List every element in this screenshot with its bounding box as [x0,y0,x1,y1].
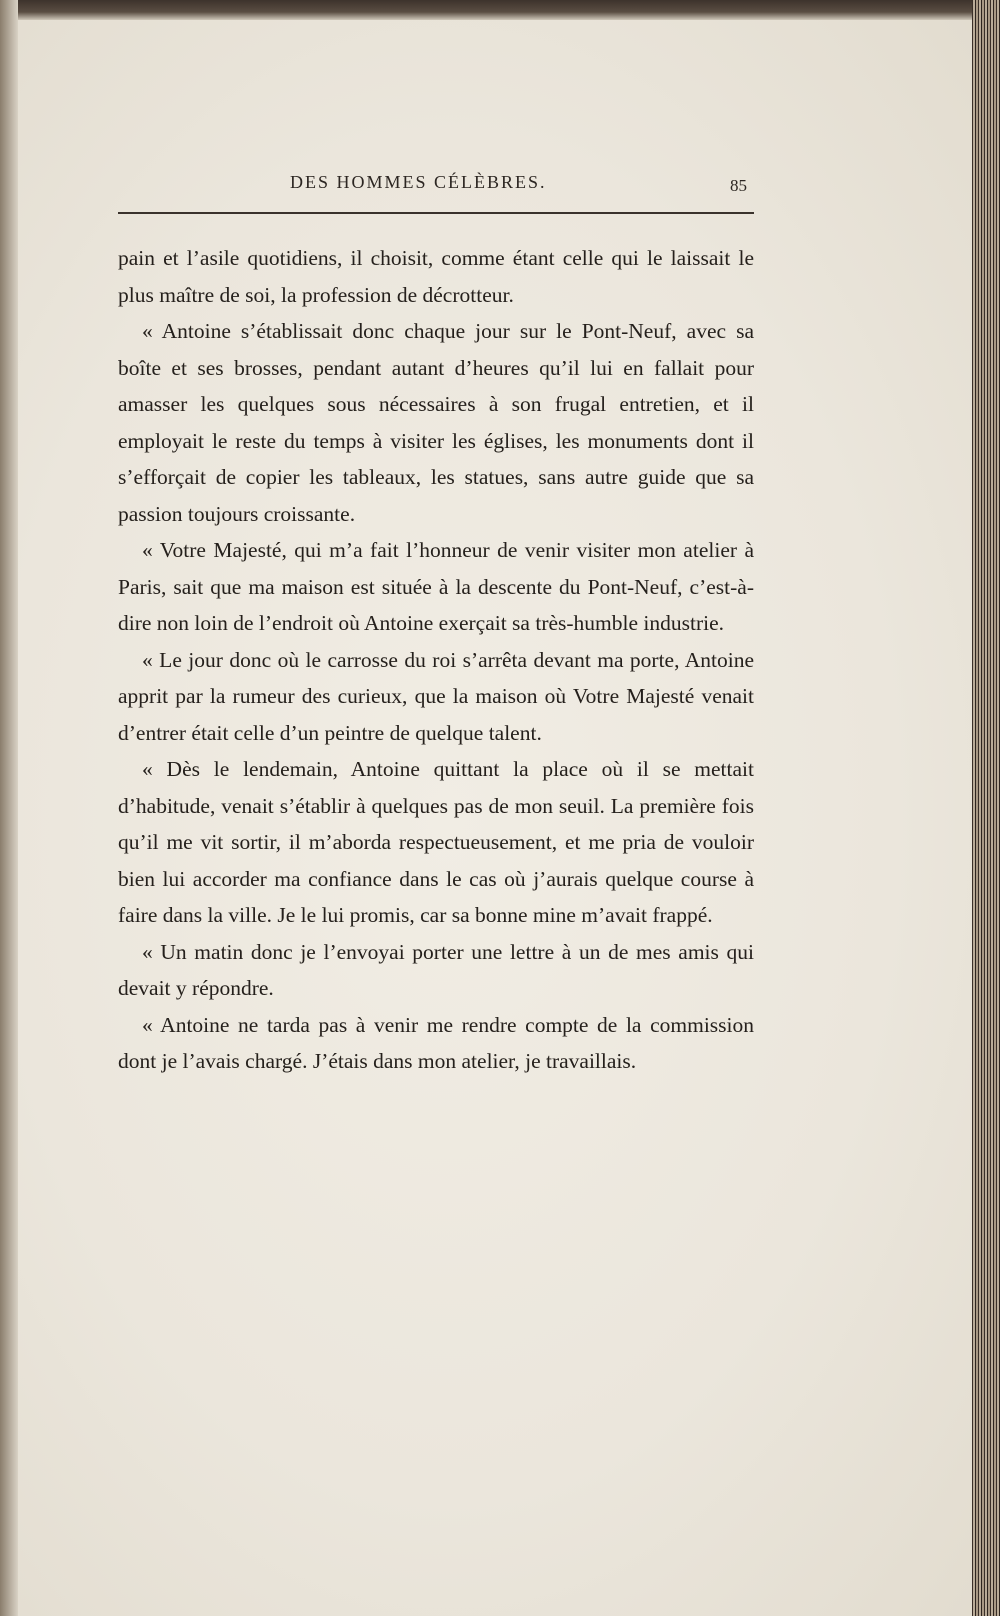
header-rule [118,212,754,214]
body-text [118,240,754,1080]
paragraph: « Antoine s’établissait donc chaque jour sur le Pont-Neuf, avec sa boîte et ses brosses, pendant autant d’heures qu’il lui en fallait pour amasser les quelques sous nécessaires à son frugal entretien, et il employait le reste du temps à visiter les églises, les monuments dont il s’efforçait de copier les tableaux, les statues, sans autre guide que sa passion toujours croissante. [118,319,754,526]
page-left-edge [0,0,18,1616]
paragraph: « Votre Majesté, qui m’a fait l’honneur de venir visiter mon atelier à Paris, sait que ma maison est située à la descente du Pont-Neuf, c’est-à-dire non loin de l’endroit où Antoine exerçait sa très-humble industrie. [118,538,754,635]
book-fore-edge [972,0,1000,1616]
paragraph: pain et l’asile quotidiens, il choisit, comme étant celle qui le laissait le plus maître de soi, la profession de décrotteur. [118,246,754,307]
running-title: DES HOMMES CÉLÈBRES. [290,172,547,192]
page-number: 85 [730,176,747,195]
paragraph: « Le jour donc où le carrosse du roi s’arrêta devant ma porte, Antoine apprit par la rumeur des curieux, que la maison où Votre Majesté venait d’entrer était celle d’un peintre de quelque talent. [118,647,754,745]
paragraph: « Dès le lendemain, Antoine quittant la place où il se mettait d’habitude, venait s’établir à quelques pas de mon seuil. La première fois qu’il me vit sortir, il m’aborda respectueusement, et me pria de vouloir bien lui accorder ma confiance dans le cas où j’aurais quelque course à faire dans la ville. Je le lui promis, car sa bonne mine m’avait frappé. [118,757,754,927]
page-top-edge [0,0,1000,20]
paragraph: « Antoine ne tarda pas à venir me rendre compte de la commission dont je l’avais chargé. J’étais dans mon atelier, je travaillais. [118,1012,754,1073]
paragraph: « Un matin donc je l’envoyai porter une lettre à un de mes amis qui devait y répondre. [118,939,754,1000]
